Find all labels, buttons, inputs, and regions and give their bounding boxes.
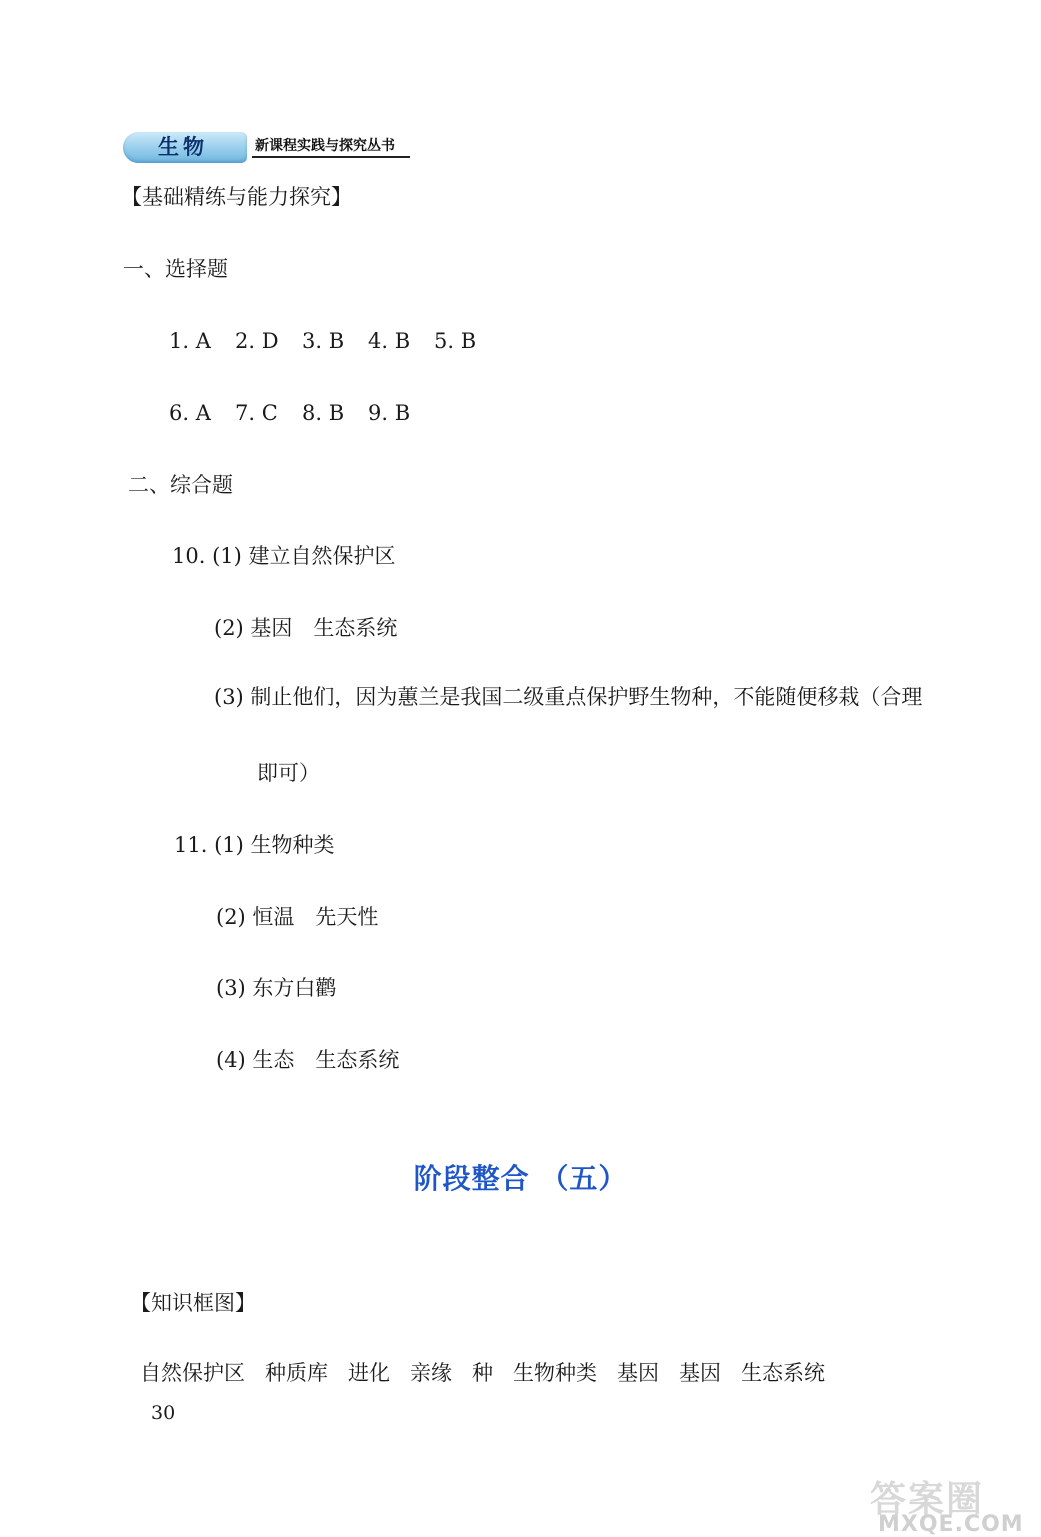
q11-answer-3: (3) 东方白鹳 (216, 976, 337, 1000)
series-title: 新课程实践与探究丛书 (255, 138, 395, 154)
answer-item: 8. B (302, 401, 345, 425)
q11-answer-4: (4) 生态 生态系统 (216, 1048, 400, 1072)
subject-label: 生物 (158, 135, 208, 159)
page-number: 30 (151, 1402, 176, 1424)
series-underline (252, 156, 410, 158)
q10-answer-1: 10. (1) 建立自然保护区 (172, 544, 396, 568)
part2-title: 二、综合题 (128, 473, 233, 497)
knowledge-keywords (140, 1359, 845, 1387)
knowledge-title: 【知识框图】 (130, 1291, 256, 1315)
q10-answer-2: (2) 基因 生态系统 (214, 616, 398, 640)
answer-item: 7. C (235, 401, 278, 425)
q10-answer-3-continued: 即可） (257, 761, 320, 785)
keyword: 自然保护区 (140, 1361, 245, 1385)
answer-item: 3. B (302, 329, 345, 353)
watermark (870, 1479, 1035, 1537)
q11-answer-1: 11. (1) 生物种类 (174, 833, 335, 857)
answer-item: 5. B (434, 329, 477, 353)
keyword: 种质库 (265, 1361, 328, 1385)
answer-item: 4. B (368, 329, 411, 353)
section-title: 【基础精练与能力探究】 (121, 185, 352, 209)
keyword: 亲缘 (410, 1361, 452, 1385)
q11-answer-2: (2) 恒温 先天性 (216, 905, 379, 929)
keyword: 进化 (348, 1361, 390, 1385)
answer-item: 2. D (235, 329, 279, 353)
keyword: 基因 (617, 1361, 659, 1385)
watermark-logo: 答案圈 (870, 1479, 985, 1520)
watermark-url: MXQE.COM (878, 1512, 1024, 1537)
keyword: 生物种类 (513, 1361, 597, 1385)
answer-item: 9. B (368, 401, 411, 425)
answer-item: 1. A (169, 329, 211, 353)
q10-answer-3: (3) 制止他们，因为蕙兰是我国二级重点保护野生物种，不能随便移栽（合理 (214, 685, 923, 709)
part1-title: 一、选择题 (123, 257, 228, 281)
stage-title: 阶段整合 （五） (413, 1162, 628, 1195)
answer-item: 6. A (169, 401, 211, 425)
keyword: 种 (472, 1361, 493, 1385)
keyword: 生态系统 (741, 1361, 825, 1385)
keyword: 基因 (679, 1361, 721, 1385)
